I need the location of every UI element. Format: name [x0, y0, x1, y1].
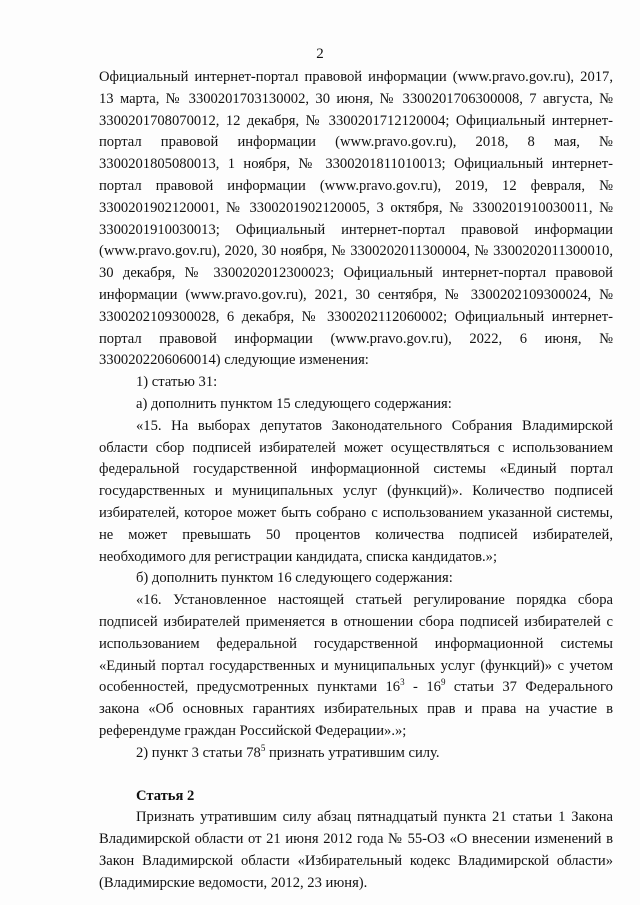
amendment-item-2	[99, 743, 613, 765]
document-body	[99, 67, 613, 894]
item-2-text-part-2: признать утратившим силу.	[265, 744, 440, 761]
article-2-title: Статья 2	[136, 787, 195, 804]
item-2-superscript: 5	[260, 742, 266, 753]
amendment-subitem-a: а) дополнить пунктом 15 следующего содержания:	[136, 395, 452, 412]
intro-paragraph: Официальный интернет-портал правовой информации (www.pravo.gov.ru), 2017, 13 марта, № 3300201703130002, 30 июня, № 3300201706300008, 7 августа, № 3300201708070012, 12 декабря, № 3300201712120004; Официальный интернет-портал правовой информации (www.pravo.gov.ru), 2018, 8 мая, № 3300201805080013, 1 ноября, № 3300201811010013; Официальный интернет-портал правовой информации (www.pravo.gov.ru), 2019, 12 февраля, № 3300201902120001, № 3300201902120005, 3 октября, № 3300201910030011, № 3300201910030013; Официальный интернет-портал правовой информации (www.pravo.gov.ru), 2020, 30 ноября, № 3300202011300004, № 3300202011300010, 30 декабря, № 3300202012300023; Официальный интернет-портал правовой информации (www.pravo.gov.ru), 2021, 30 сентября, № 3300202109300024, № 3300202109300028, 6 декабря, № 3300202112060002; Официальный интернет-портал правовой информации (www.pravo.gov.ru), 2022, 6 июня, № 3300202206060014) следующие изменения:	[99, 69, 613, 369]
new-point-16	[99, 590, 613, 743]
article-2-text: Признать утратившим силу абзац пятнадцатый пункта 21 статьи 1 Закона Владимирской области от 21 июня 2012 года № 55-ОЗ «О внесении изменений в Закон Владимирской области «Избирательный кодекс Владимирской области» (Владимирские ведомости, 2012, 23 июня).	[99, 809, 613, 891]
point-16-text-part-1: «16. Установленное настоящей статьей регулирование порядка сбора подписей избирателей применяется в отношении сбора подписей избирателей с использованием федеральной государственной информационной системы «Единый портал государственных и муниципальных услуг (функций)» с учетом особенностей, предусмотренных пунктами 16	[99, 592, 613, 696]
point-16-text-part-2: - 16	[404, 679, 441, 696]
point-16-superscript-2: 9	[440, 677, 446, 688]
point-16-text-part-3: статьи 37 Федерального закона «Об основных гарантиях избирательных прав и права на участие в референдуме граждан Российской Федерации».»;	[99, 679, 613, 739]
new-point-15: «15. На выборах депутатов Законодательного Собрания Владимирской области сбор подписей избирателей может осуществляться с использованием федеральной государственной информационной системы «Единый портал государственных и муниципальных услуг (функций)». Количество подписей избирателей, которое может быть собрано с использованием указанной системы, не может превышать 50 процентов количества подписей избирателей, необходимого для регистрации кандидата, списка кандидатов.»;	[99, 417, 613, 565]
item-2-text-part-1: 2) пункт 3 статьи 78	[136, 744, 261, 761]
amendment-item-1: 1) статью 31:	[136, 374, 218, 391]
amendment-subitem-b: б) дополнить пунктом 16 следующего содержания:	[136, 570, 453, 587]
point-16-superscript-1: 3	[400, 677, 405, 688]
page-number: 2	[316, 46, 324, 62]
